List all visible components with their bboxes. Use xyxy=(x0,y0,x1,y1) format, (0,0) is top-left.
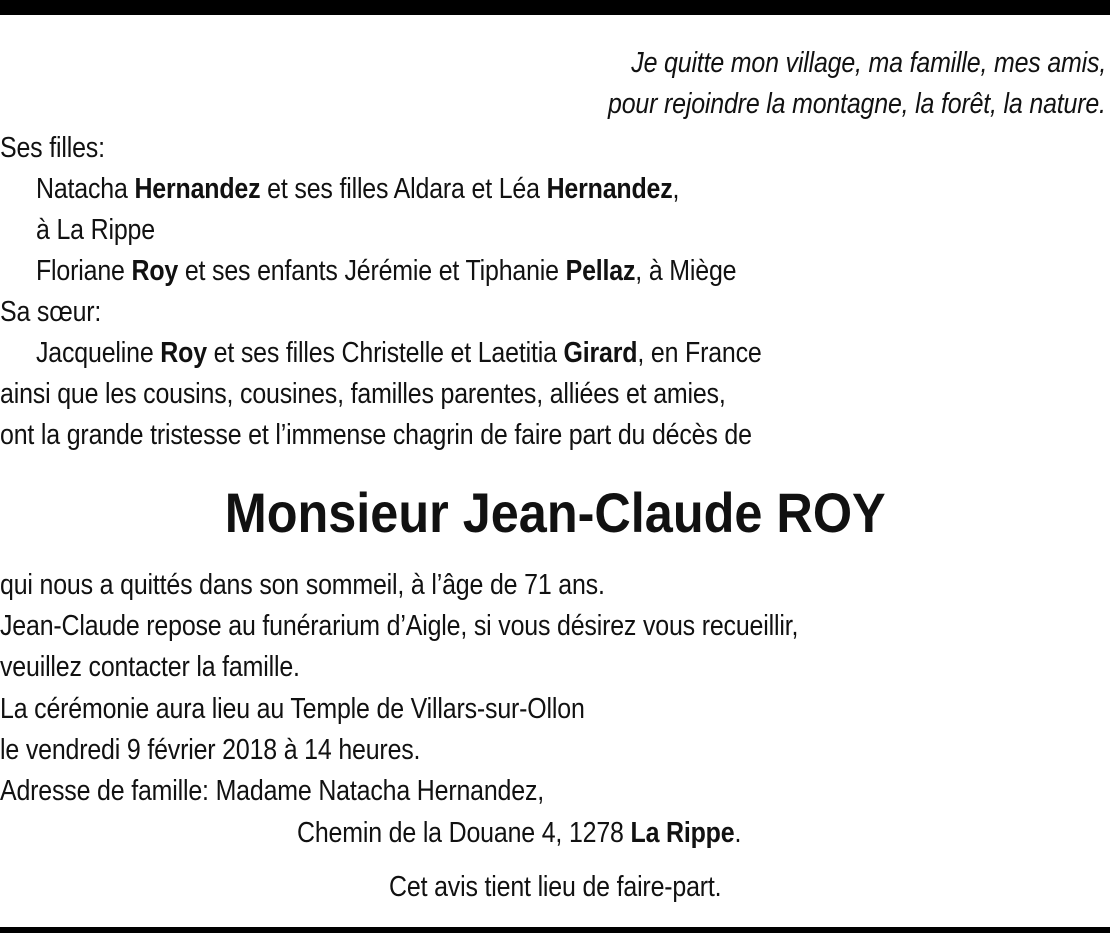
sister-jacqueline-line xyxy=(36,333,762,373)
announcement-line: ont la grande tristesse et l’immense chagrin de faire part du décès de xyxy=(0,419,752,451)
ceremony-line-1: La cérémonie aura lieu au Temple de Villars-sur-Ollon xyxy=(0,693,585,725)
deceased-name-heading xyxy=(0,478,1110,548)
floriane-last-name: Roy xyxy=(131,255,179,287)
jacqueline-place: , en France xyxy=(637,337,762,369)
address-street: Chemin de la Douane 4, 1278 xyxy=(297,817,624,849)
notice-text: Cet avis tient lieu de faire-part. xyxy=(388,871,722,903)
ceremony-line-2: le vendredi 9 février 2018 à 14 heures. xyxy=(0,734,421,766)
details-line-3: veuillez contacter la famille. xyxy=(0,651,300,683)
floriane-children-text: et ses enfants Jérémie et Tiphanie xyxy=(184,255,559,287)
top-border-rule xyxy=(0,0,1110,15)
jacqueline-children-text: et ses filles Christelle et Laetitia xyxy=(213,337,557,369)
natacha-children-last-name: Hernandez xyxy=(546,173,673,205)
quote-line-1: Je quitte mon village, ma famille, mes amis, xyxy=(631,47,1106,79)
jacqueline-last-name: Roy xyxy=(160,337,207,369)
address-town: La Rippe xyxy=(630,817,735,849)
floriane-children-last-name: Pellaz xyxy=(565,255,636,287)
address-period: . xyxy=(734,817,742,849)
natacha-first-name: Natacha xyxy=(36,173,128,205)
natacha-place: à La Rippe xyxy=(36,214,155,246)
jacqueline-children-last-name: Girard xyxy=(563,337,638,369)
daughter-natacha-line xyxy=(36,169,679,209)
deceased-name: Monsieur Jean-Claude ROY xyxy=(224,481,886,544)
floriane-first-name: Floriane xyxy=(36,255,125,287)
details-line-2: Jean-Claude repose au funérarium d’Aigle, si vous désirez vous recueillir, xyxy=(0,610,799,642)
address-line-1: Adresse de famille: Madame Natacha Hernandez, xyxy=(0,775,545,807)
natacha-comma: , xyxy=(672,173,680,205)
details-line-1: qui nous a quittés dans son sommeil, à l’âge de 71 ans. xyxy=(0,569,605,601)
sister-label: Sa sœur: xyxy=(0,296,102,328)
notice-line xyxy=(0,867,1110,907)
daughter-floriane-line xyxy=(36,251,736,291)
daughters-label: Ses filles: xyxy=(0,132,105,164)
quote-line-2: pour rejoindre la montagne, la forêt, la nature. xyxy=(608,88,1106,120)
jacqueline-first-name: Jacqueline xyxy=(36,337,154,369)
natacha-last-name: Hernandez xyxy=(134,173,261,205)
floriane-place: , à Miège xyxy=(635,255,737,287)
natacha-children-text: et ses filles Aldara et Léa xyxy=(267,173,540,205)
address-line-2 xyxy=(297,813,741,853)
bottom-border-rule xyxy=(0,927,1110,933)
others-line: ainsi que les cousins, cousines, familles parentes, alliées et amies, xyxy=(0,378,726,410)
